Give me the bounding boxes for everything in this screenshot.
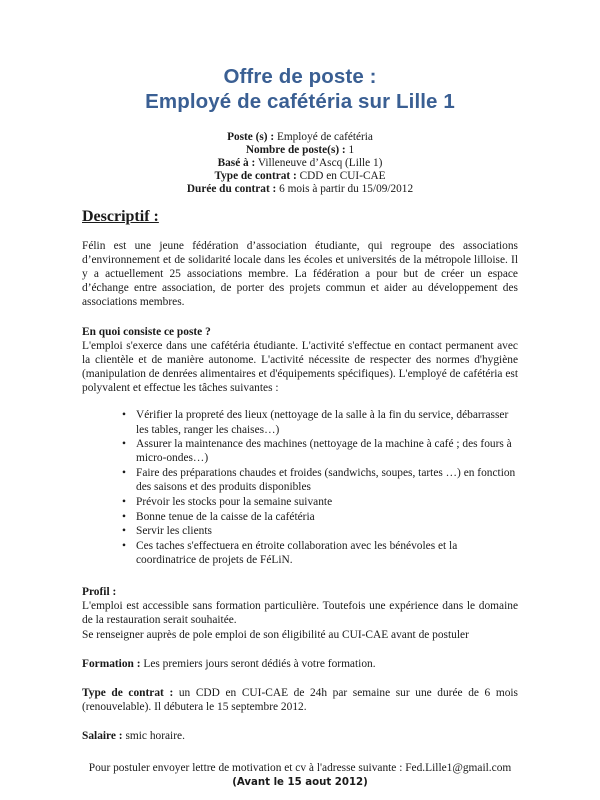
label-formation: Formation : — [82, 657, 141, 670]
list-item — [122, 510, 518, 524]
contact-line: Pour postuler envoyer lettre de motivation et cv à l'adresse suivante : Fed.Lille1@gmail.com — [88, 761, 512, 774]
text-type-contrat: un CDD en CUI-CAE de 24h par semaine sur une durée de 6 mois (renouvelable). Il débutera le 15 septembre 2012. — [82, 686, 518, 714]
list-item-label: Vérifier la propreté des lieux (nettoyage de la salle à la fin du service, débarrasser les tables, ranger les chaises…) — [136, 409, 509, 436]
page-title-line-2: Employé de cafétéria sur Lille 1 — [145, 90, 455, 113]
application-deadline: (Avant le 15 aout 2012) — [232, 776, 368, 788]
summary-label-type-contrat: Type de contrat : — [214, 169, 297, 182]
summary-value-type-contrat: CDD en CUI-CAE — [299, 169, 386, 182]
list-item-label: Faire des préparations chaudes et froides (sandwichs, soupes, tartes …) en fonction des saisons et des produits disponibles — [136, 467, 516, 494]
summary-value-base: Villeneuve d’Ascq (Lille 1) — [257, 156, 383, 169]
text-formation: Les premiers jours seront dédiés à votre formation. — [140, 657, 376, 670]
paragraph-profil-2: Se renseigner auprès de pole emploi de son éligibilité au CUI-CAE avant de postuler — [82, 628, 469, 641]
tasks-list — [82, 408, 518, 567]
list-item-label: Prévoir les stocks pour la semaine suivante — [136, 496, 333, 509]
bullet-icon: • — [122, 496, 126, 509]
summary-label-nombre: Nombre de poste(s) : — [245, 143, 346, 156]
bullet-icon: • — [122, 438, 126, 451]
summary-row-type-contrat — [82, 170, 518, 183]
section-heading-descriptif: Descriptif : — [82, 207, 159, 225]
bullet-icon: • — [122, 540, 126, 553]
text-salaire: smic horaire. — [122, 730, 185, 743]
paragraph-poste: L'emploi s'exerce dans une cafétéria étudiante. L'activité s'effectue en contact permanent avec la clientèle et de manière autonome. L'activité nécessite de respecter des normes d'hygiène (manipulation de denrées alimentaires et d'équipements spécifiques). L'employé de cafétéria est polyvalent et effectue les tâches suivantes : — [82, 339, 518, 395]
section-heading-profil: Profil : — [82, 586, 117, 599]
list-item-label: Bonne tenue de la caisse de la cafétéria — [136, 510, 315, 523]
bullet-icon: • — [122, 525, 126, 538]
list-item — [122, 437, 518, 465]
list-item-label: Servir les clients — [136, 525, 212, 538]
paragraph-type-contrat — [82, 686, 518, 714]
paragraph-profil-1: L'emploi est accessible sans formation particulière. Toutefois une expérience dans le domaine de la restauration serait souhaitée. — [82, 600, 518, 627]
summary-row-base — [82, 157, 518, 170]
document-body — [82, 0, 518, 790]
list-item-label: Assurer la maintenance des machines (nettoyage de la machine à café ; des fours à micro-ondes…) — [136, 438, 512, 465]
summary-value-poste: Employé de cafétéria — [276, 131, 373, 143]
summary-value-duree: 6 mois à partir du 15/09/2012 — [279, 182, 414, 195]
list-item — [122, 524, 518, 538]
list-item — [122, 539, 518, 567]
job-summary-list — [82, 131, 518, 196]
summary-row-duree — [82, 183, 518, 196]
label-type-contrat: Type de contrat : — [82, 686, 174, 699]
section-heading-poste: En quoi consiste ce poste ? — [82, 325, 211, 338]
label-salaire: Salaire : — [82, 730, 123, 743]
page-title — [82, 0, 518, 114]
summary-row-poste — [82, 131, 518, 144]
list-item — [122, 466, 518, 494]
bullet-icon: • — [122, 510, 126, 523]
summary-value-nombre: 1 — [348, 143, 355, 156]
bullet-icon: • — [122, 467, 126, 480]
summary-label-duree: Durée du contrat : — [186, 182, 277, 195]
paragraph-salaire — [82, 729, 518, 743]
paragraph-formation — [82, 657, 518, 671]
summary-label-base: Basé à : — [217, 156, 256, 169]
summary-row-nombre — [82, 144, 518, 157]
list-item — [122, 495, 518, 509]
page-title-line-1: Offre de poste : — [223, 65, 377, 88]
list-item-label: Ces taches s'effectuera en étroite collaboration avec les bénévoles et la coordinatrice de projets de FéLiN. — [136, 540, 458, 567]
bullet-icon: • — [122, 409, 126, 422]
paragraph-intro: Félin est une jeune fédération d’association étudiante, qui regroupe des associations d’environnement et de solidarité locale dans les écoles et universités de la métropole lilloise. Il y a actuellement 25 associations membre. La fédération a pour but de créer un espace d’échange entre association, de porter des projets commun et aider au développement des associations membres. — [82, 239, 518, 309]
list-item — [122, 408, 518, 436]
summary-label-poste: Poste (s) : — [227, 131, 275, 143]
